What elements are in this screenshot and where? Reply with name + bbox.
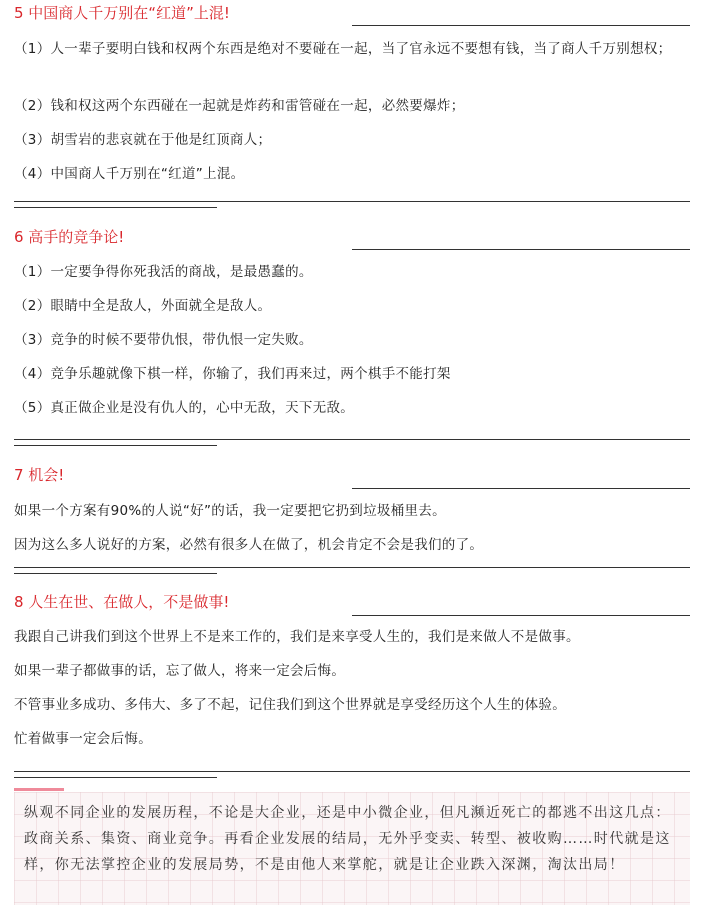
- list-item: （2）钱和权这两个东西碰在一起就是炸药和雷管碰在一起，必然要爆炸；: [14, 98, 465, 114]
- list-item: （3）竞争的时候不要带仇恨，带仇恨一定失败。: [14, 332, 313, 348]
- section-divider: [14, 567, 690, 568]
- paragraph: 如果一辈子都做事的话，忘了做人，将来一定会后悔。: [14, 663, 346, 679]
- section-heading: 8 人生在世、在做人，不是做事!: [14, 593, 230, 611]
- section-divider-short: [14, 573, 217, 574]
- heading-rule: [352, 488, 690, 489]
- paragraph: 忙着做事一定会后悔。: [14, 731, 152, 747]
- note-accent-bar: [14, 788, 64, 791]
- paragraph: 如果一个方案有90%的人说“好”的话，我一定要把它扔到垃圾桶里去。: [14, 503, 446, 519]
- list-item: （4）竞争乐趣就像下棋一样，你输了，我们再来过，两个棋手不能打架: [14, 366, 451, 382]
- section-divider-short: [14, 207, 217, 208]
- summary-note-text: 纵观不同企业的发展历程，不论是大企业，还是中小微企业，但凡濒近死亡的都逃不出这几点：政商关系、集资、商业竞争。再看企业发展的结局，无外乎变卖、转型、被收购……时代就是这样，你无法掌控企业的发展局势，不是由他人来掌舵，就是让企业跌入深渊，淘汰出局！: [24, 805, 671, 873]
- section-divider-short: [14, 777, 217, 778]
- section-heading: 7 机会!: [14, 466, 65, 484]
- section-heading: 5 中国商人千万别在“红道”上混!: [14, 4, 230, 22]
- heading-rule: [352, 615, 690, 616]
- list-item: （2）眼睛中全是敌人，外面就全是敌人。: [14, 298, 272, 314]
- section-heading: 6 高手的竞争论!: [14, 228, 125, 246]
- section-divider: [14, 439, 690, 440]
- heading-rule: [352, 249, 690, 250]
- paragraph: 我跟自己讲我们到这个世界上不是来工作的，我们是来享受人生的，我们是来做人不是做事。: [14, 629, 580, 645]
- summary-note: [14, 792, 690, 905]
- section-divider: [14, 771, 690, 772]
- list-item: （1）一定要争得你死我活的商战，是最愚蠢的。: [14, 264, 313, 280]
- list-item: （3）胡雪岩的悲哀就在于他是红顶商人；: [14, 132, 272, 148]
- heading-rule: [352, 25, 690, 26]
- section-divider-short: [14, 445, 217, 446]
- list-item: （4）中国商人千万别在“红道”上混。: [14, 166, 245, 182]
- paragraph: 不管事业多成功、多伟大、多了不起，记住我们到这个世界就是享受经历这个人生的体验。: [14, 697, 566, 713]
- section-divider: [14, 201, 690, 202]
- list-item: （1）人一辈子要明白钱和权两个东西是绝对不要碰在一起，当了官永远不要想有钱，当了商人千万别想权；: [14, 41, 672, 57]
- list-item: （5）真正做企业是没有仇人的，心中无敌，天下无敌。: [14, 400, 355, 416]
- paragraph: 因为这么多人说好的方案，必然有很多人在做了，机会肯定不会是我们的了。: [14, 537, 484, 553]
